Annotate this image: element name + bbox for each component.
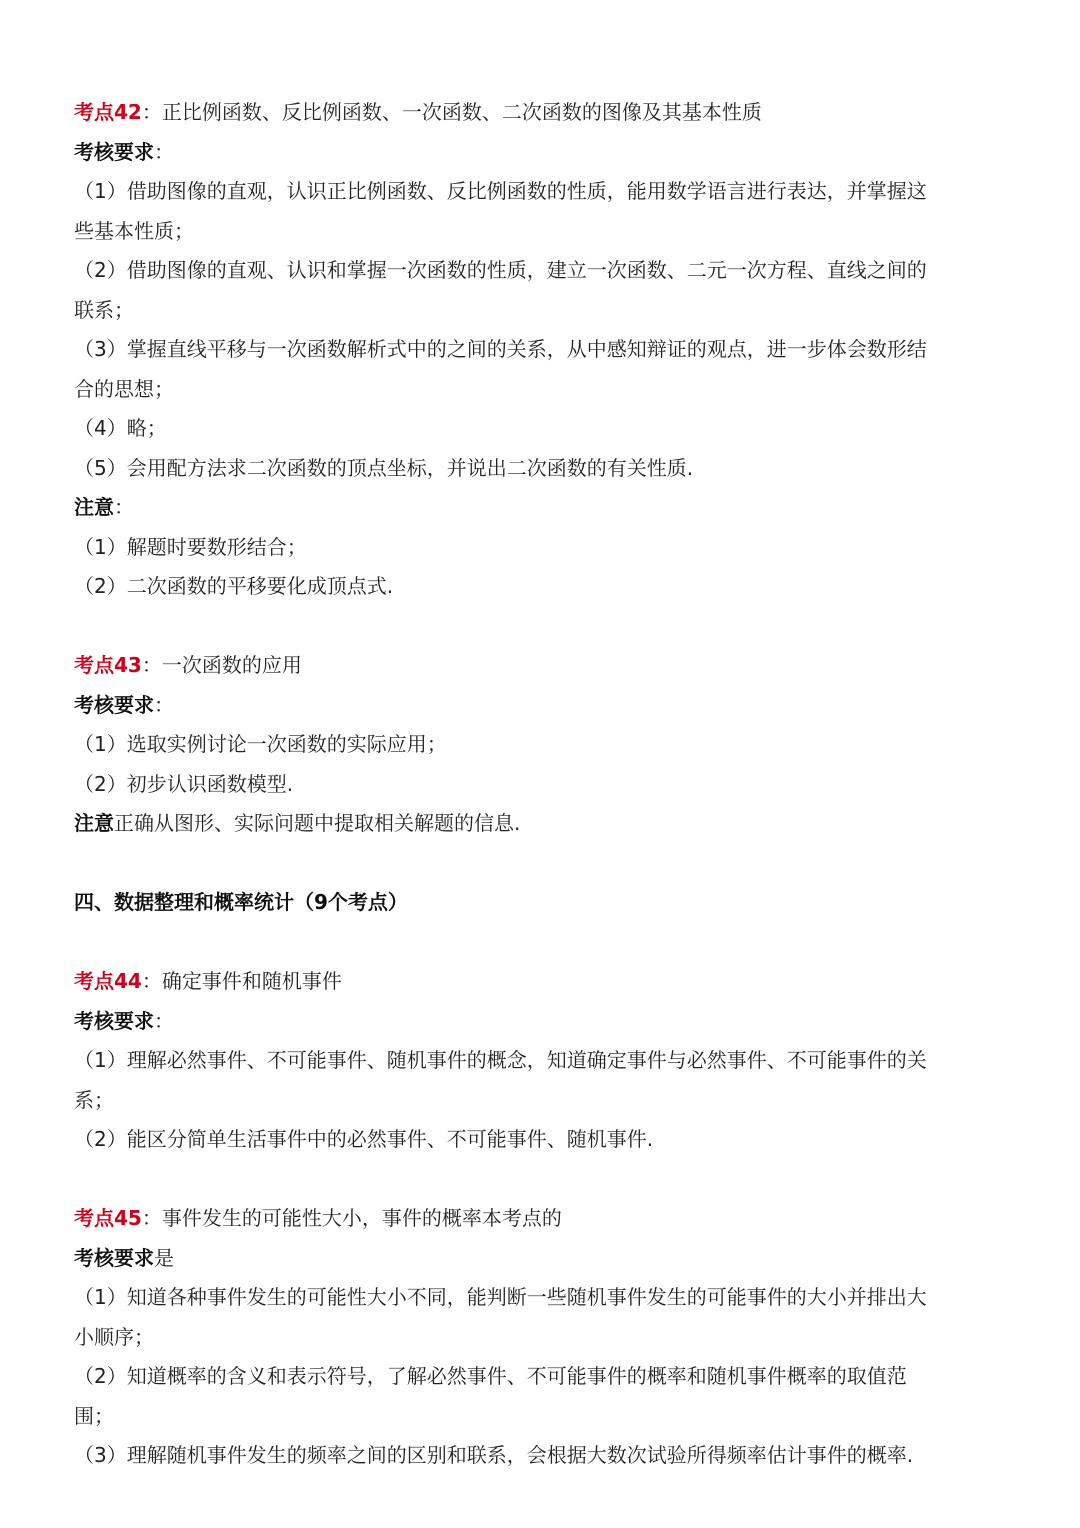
note-line: 注意正确从图形、实际问题中提取相关解题的信息. bbox=[74, 811, 521, 835]
list-item: （1）选取实例讨论一次函数的实际应用； bbox=[74, 732, 447, 756]
topic-title: ：事件发生的可能性大小，事件的概率本考点的 bbox=[141, 1206, 562, 1230]
list-item: （1）理解必然事件、不可能事件、随机事件的概念，知道确定事件与必然事件、不可能事件的关 bbox=[74, 1048, 927, 1072]
topic-43-heading bbox=[74, 646, 1002, 686]
section-heading: 四、数据整理和概率统计（9个考点） bbox=[74, 890, 408, 914]
topic-title: ：正比例函数、反比例函数、一次函数、二次函数的图像及其基本性质 bbox=[141, 100, 762, 124]
list-item: （3）掌握直线平移与一次函数解析式中的之间的关系，从中感知辩证的观点，进一步体会数形结 bbox=[74, 337, 927, 361]
list-item: （1）借助图像的直观，认识正比例函数、反比例函数的性质，能用数学语言进行表达，并掌握这 bbox=[74, 179, 927, 203]
topic-title: ：确定事件和随机事件 bbox=[141, 969, 342, 993]
topic-42-heading bbox=[74, 93, 1002, 133]
spacer bbox=[74, 844, 1002, 884]
topic-title: ：一次函数的应用 bbox=[141, 653, 302, 677]
list-item: 些基本性质； bbox=[74, 218, 194, 243]
list-item: 联系； bbox=[74, 297, 134, 322]
list-item: 系； bbox=[74, 1087, 114, 1112]
requirements-label: 考核要求： bbox=[74, 1008, 174, 1033]
spacer bbox=[74, 607, 1002, 647]
spacer bbox=[74, 1160, 1002, 1200]
list-item: （1）知道各种事件发生的可能性大小不同，能判断一些随机事件发生的可能事件的大小并排出大 bbox=[74, 1285, 927, 1309]
list-item: 小顺序； bbox=[74, 1324, 154, 1349]
list-item: （3）理解随机事件发生的频率之间的区别和联系，会根据大数次试验所得频率估计事件的概率. bbox=[74, 1443, 914, 1467]
list-item: 合的思想； bbox=[74, 376, 174, 401]
note-label: 注意： bbox=[74, 495, 134, 519]
topic-44-heading bbox=[74, 962, 1002, 1002]
list-item: （5）会用配方法求二次函数的顶点坐标，并说出二次函数的有关性质. bbox=[74, 455, 694, 480]
requirements-label: 考核要求是 bbox=[74, 1245, 174, 1270]
list-item: 围； bbox=[74, 1403, 114, 1428]
note-item: （1）解题时要数形结合； bbox=[74, 534, 307, 559]
topic-label: 考点42 bbox=[74, 100, 142, 124]
requirements-label: 考核要求： bbox=[74, 139, 174, 164]
topic-label: 考点44 bbox=[74, 969, 142, 993]
topic-label: 考点43 bbox=[74, 653, 142, 677]
list-item: （2）知道概率的含义和表示符号，了解必然事件、不可能事件的概率和随机事件概率的取值范 bbox=[74, 1364, 907, 1388]
list-item: （4）略； bbox=[74, 416, 167, 440]
list-item: （2）初步认识函数模型. bbox=[74, 771, 294, 796]
list-item: （2）能区分简单生活事件中的必然事件、不可能事件、随机事件. bbox=[74, 1127, 654, 1151]
topic-label: 考点45 bbox=[74, 1206, 142, 1230]
spacer bbox=[74, 923, 1002, 963]
note-item: （2）二次函数的平移要化成顶点式. bbox=[74, 574, 394, 598]
requirements-label: 考核要求： bbox=[74, 692, 174, 717]
topic-45-heading bbox=[74, 1199, 1002, 1239]
list-item: （2）借助图像的直观、认识和掌握一次函数的性质，建立一次函数、二元一次方程、直线之间的 bbox=[74, 258, 927, 282]
